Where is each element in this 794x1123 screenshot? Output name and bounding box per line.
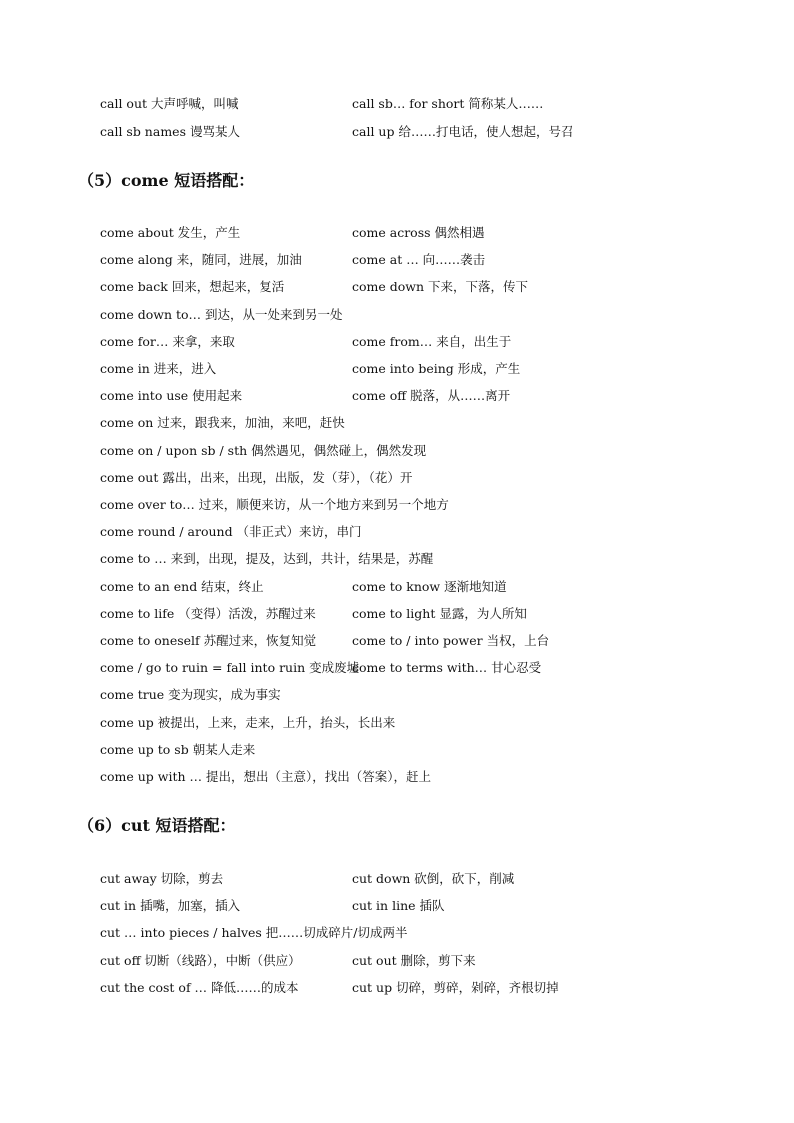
phrase-left: come true 变为现实，成为事实 [100, 687, 281, 703]
phrase-left: come into use 使用起来 [100, 388, 243, 404]
phrase-right: come into being 形成，产生 [352, 361, 521, 376]
phrase-right: come to know 逐渐地知道 [352, 578, 507, 594]
phrase-right: come from… 来自，出生于 [352, 333, 512, 349]
phrase-left: come over to… 过来，顺便来访，从一个地方来到另一个地方 [100, 497, 449, 512]
phrase-right: cut in line 插队 [352, 898, 445, 914]
phrase-right: come to terms with… 甘心忍受 [352, 660, 542, 676]
phrase-right: cut out 删除，剪下来 [352, 952, 476, 968]
phrase-left: cut off 切断（线路），中断（供应） [100, 952, 301, 968]
phrase-right: come off 脱落，从……离开 [352, 388, 511, 404]
cut-section-heading: （6）cut 短语搭配： [78, 816, 236, 835]
phrase-left: come to … 来到，出现，提及，达到，共计，结果是，苏醒 [100, 551, 434, 567]
phrase-left: come to oneself 苏醒过来，恢复知觉 [100, 633, 317, 648]
phrase-right: come across 偶然相遇 [352, 225, 485, 240]
come-section-heading: （5）come 短语搭配： [78, 171, 255, 190]
phrase-right: cut up 切碎，剪碎，剁碎，齐根切掉 [352, 979, 559, 995]
phrase-left: cut … into pieces / halves 把……切成碎片/切成两半 [100, 925, 408, 941]
phrase-right: come down 下来，下落，传下 [352, 279, 529, 295]
phrase-left: come up 被提出，上来，走来，上升，抬头，长出来 [100, 714, 396, 730]
phrase-left: come out 露出，出来，出现，出版，发（芽），（花）开 [100, 469, 413, 485]
phrase-left: come to life （变得）活泼，苏醒过来 [100, 605, 316, 621]
phrase-left: cut away 切除，剪去 [100, 871, 224, 886]
phrase-left: come up to sb 朝某人走来 [100, 741, 256, 757]
phrase-right: call up 给……打电话，使人想起，号召 [352, 123, 574, 139]
phrase-left: come back 回来，想起来，复活 [100, 279, 285, 295]
phrase-left: come down to… 到达，从一处来到另一处 [100, 306, 343, 322]
phrase-left: come up with … 提出，想出（主意），找出（答案），赶上 [100, 769, 431, 784]
phrase-left: come round / around （非正式）来访，串门 [100, 524, 362, 540]
phrase-left: come / go to ruin = fall into ruin 变成废墟 [100, 660, 360, 676]
phrase-left: come to an end 结束，终止 [100, 578, 264, 594]
phrase-right: come to / into power 当权，上台 [352, 633, 550, 648]
phrase-left: come about 发生，产生 [100, 225, 241, 240]
phrase-left: come in 进来，进入 [100, 361, 217, 376]
phrase-left: come along 来，随同，进展，加油 [100, 252, 302, 268]
phrase-right: come at … 向……袭击 [352, 252, 486, 268]
phrase-left: call out 大声呼喊，叫喊 [100, 96, 239, 111]
phrase-left: come for… 来拿，来取 [100, 333, 235, 349]
phrase-left: come on 过来，跟我来，加油，来吧，赶快 [100, 415, 345, 431]
phrase-left: cut in 插嘴，加塞，插入 [100, 898, 241, 914]
phrase-right: call sb… for short 简称某人…… [352, 96, 544, 111]
phrase-left: come on / upon sb / sth 偶然遇见，偶然碰上，偶然发现 [100, 442, 427, 458]
phrase-left: call sb names 谩骂某人 [100, 123, 240, 139]
phrase-left: cut the cost of … 降低……的成本 [100, 979, 299, 995]
phrase-right: come to light 显露，为人所知 [352, 605, 527, 621]
phrase-right: cut down 砍倒，砍下，削减 [352, 871, 515, 886]
